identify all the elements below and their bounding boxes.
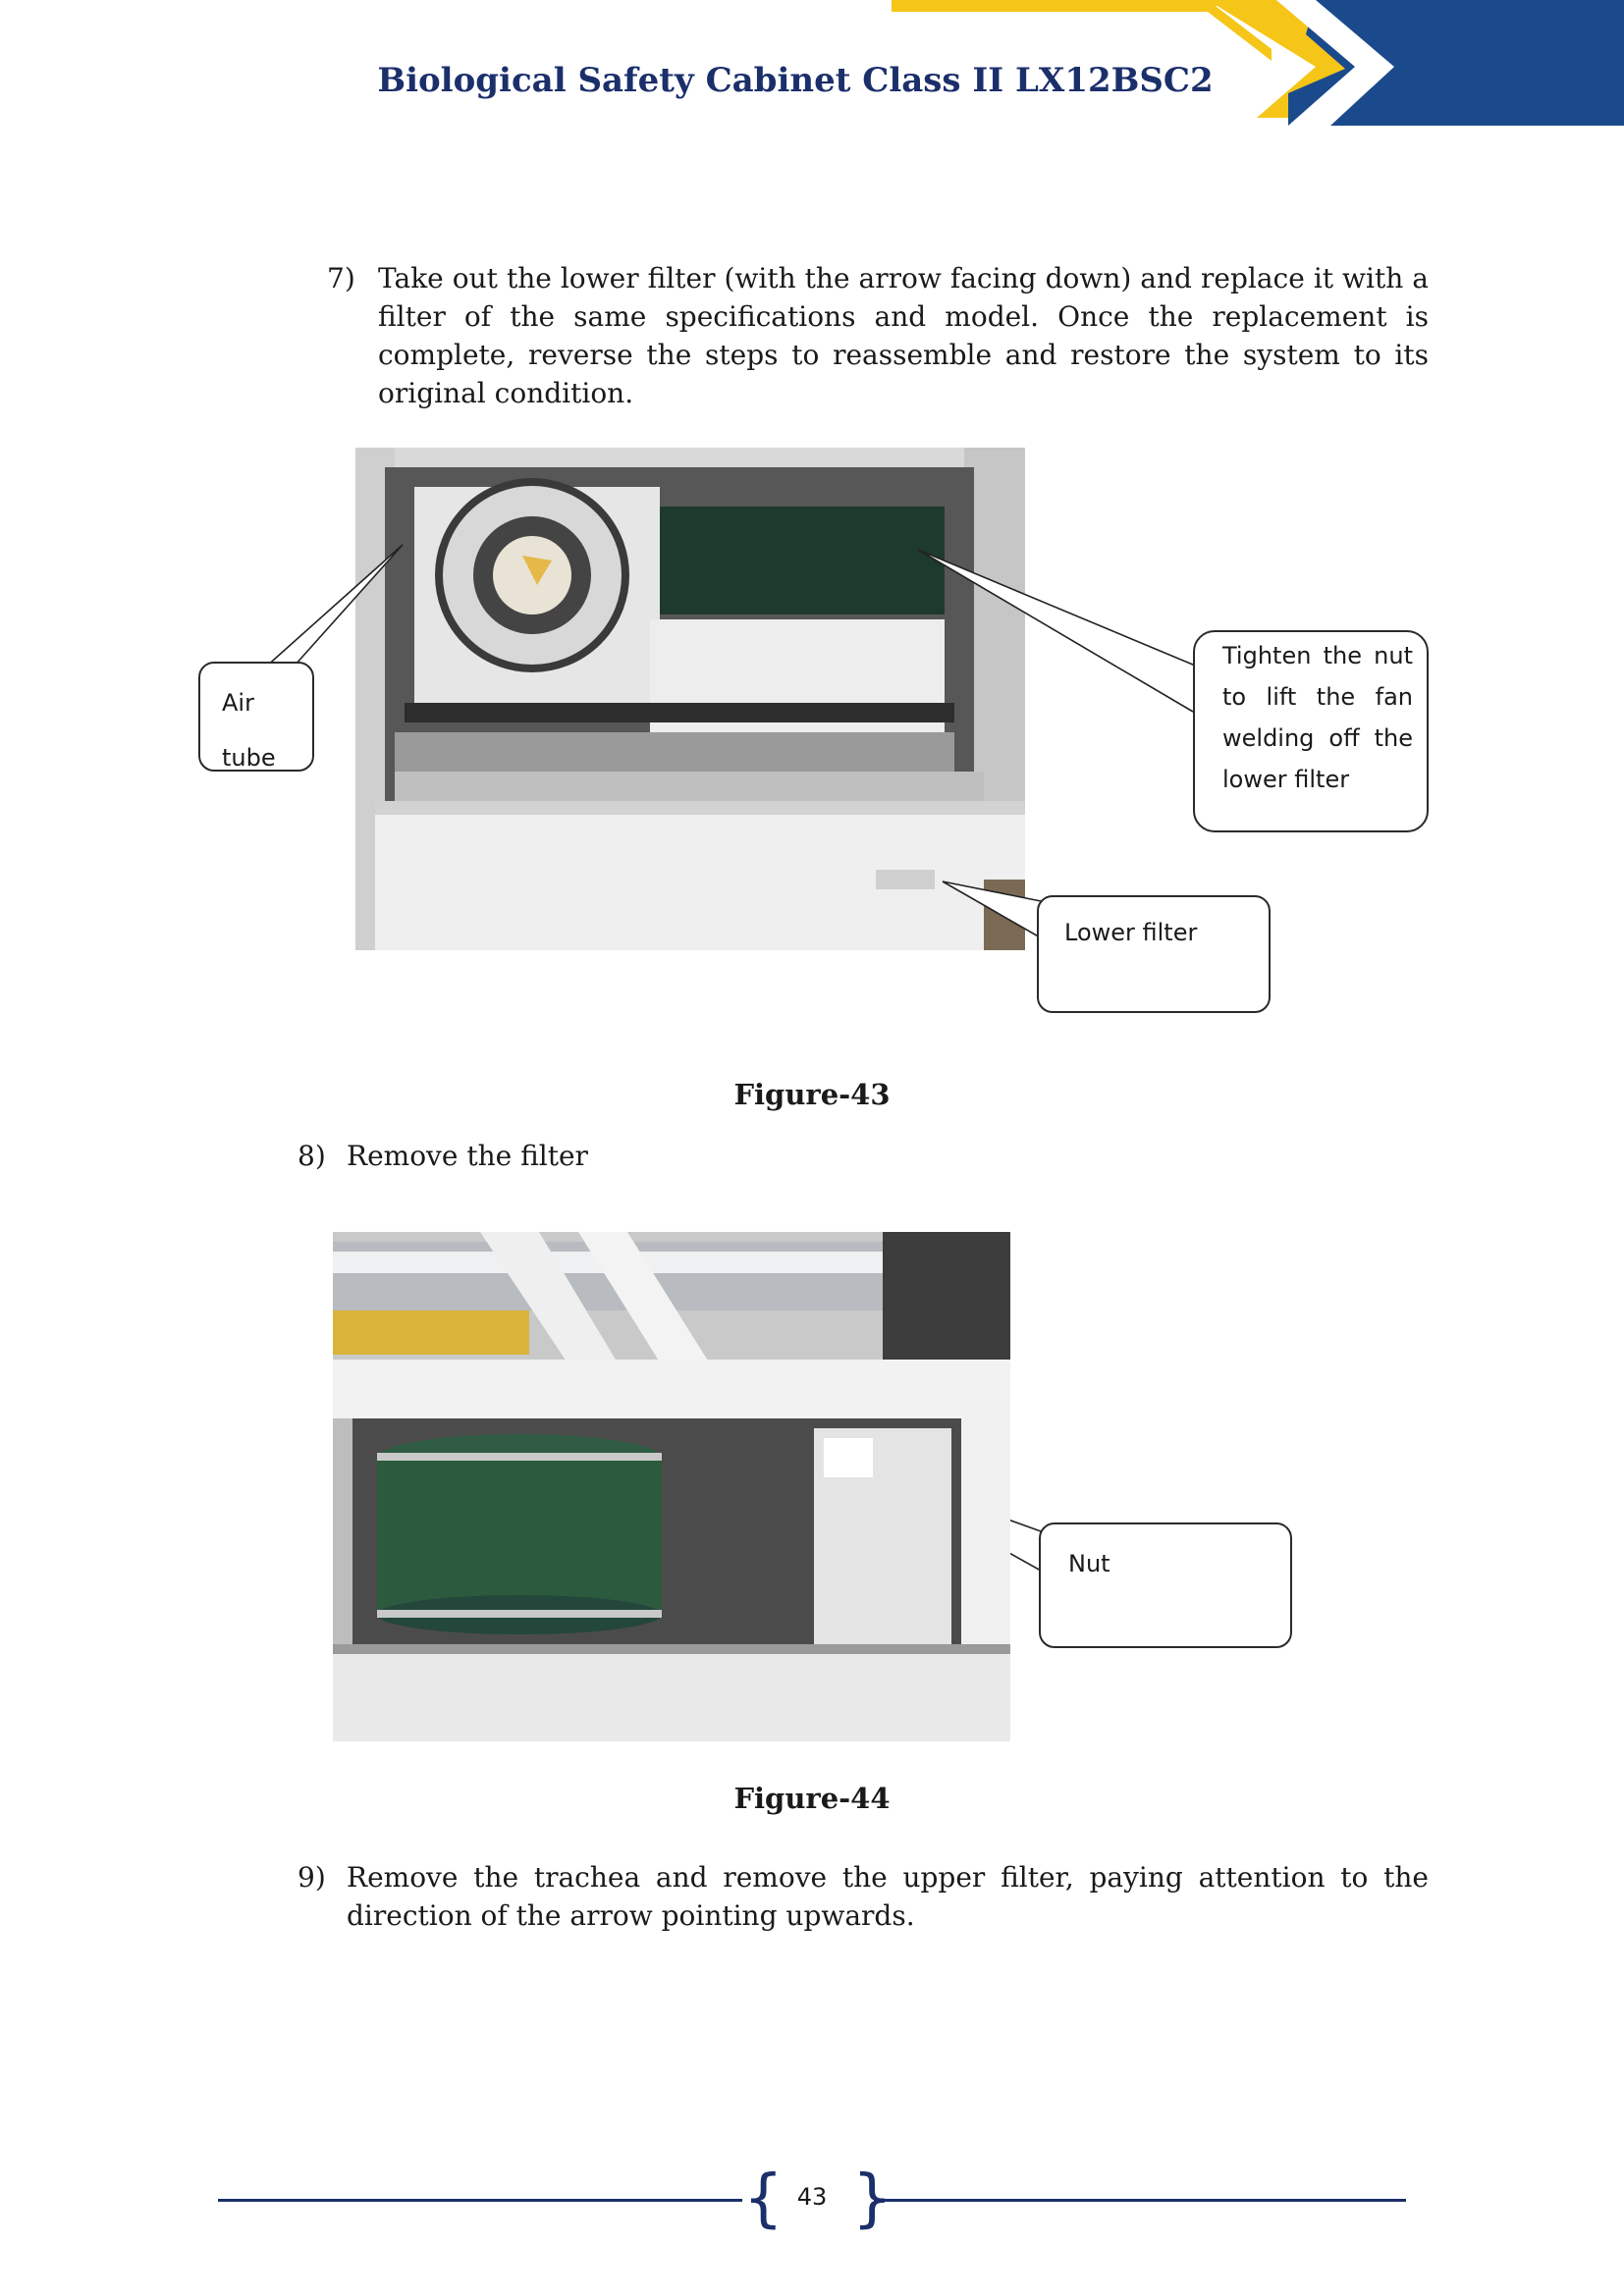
callout-tighten-line4: lower filter bbox=[1222, 766, 1350, 793]
callout-tighten-line1: Tighten the nut bbox=[1222, 642, 1413, 669]
figure-43-caption: Figure-43 bbox=[733, 1078, 891, 1111]
footer-rule-left bbox=[218, 2199, 742, 2202]
figure-44-photo bbox=[333, 1232, 1010, 1741]
callout-lower-filter bbox=[1037, 895, 1271, 1013]
callout-nut-label: Nut bbox=[1068, 1550, 1110, 1577]
step-text: Take out the lower filter (with the arrow facing down) and replace it with a filter of the same specifications and model. Once the replacement is complete, reverse the steps to reassemble and restore the system to its original condition. bbox=[378, 262, 1429, 409]
step-number: 7) bbox=[327, 262, 355, 294]
callout-air-tube bbox=[198, 662, 314, 772]
callout-tighten-line2: to lift the fan bbox=[1222, 683, 1413, 711]
step-number: 8) bbox=[298, 1140, 326, 1172]
callout-tighten-line3: welding off the bbox=[1222, 724, 1413, 752]
callout-nut bbox=[1039, 1522, 1292, 1648]
callout-air-tube-line1: Air bbox=[222, 689, 254, 717]
step-text: Remove the trachea and remove the upper filter, paying attention to the direction of the arrow pointing upwards. bbox=[347, 1861, 1429, 1932]
callout-air-tube-line2: tube bbox=[222, 744, 276, 772]
footer-brace-left: { bbox=[743, 2163, 784, 2235]
figure-44-caption: Figure-44 bbox=[733, 1782, 891, 1815]
callout-tighten-nut bbox=[1193, 630, 1429, 832]
document-title: Biological Safety Cabinet Class II LX12BSC2 bbox=[377, 61, 1214, 100]
callout-lower-filter-label: Lower filter bbox=[1064, 919, 1198, 946]
step-text: Remove the filter bbox=[347, 1140, 588, 1172]
footer-brace-right: } bbox=[852, 2163, 893, 2235]
step-number: 9) bbox=[298, 1861, 326, 1894]
page-number: 43 bbox=[796, 2183, 828, 2211]
footer-rule-right bbox=[874, 2199, 1406, 2202]
